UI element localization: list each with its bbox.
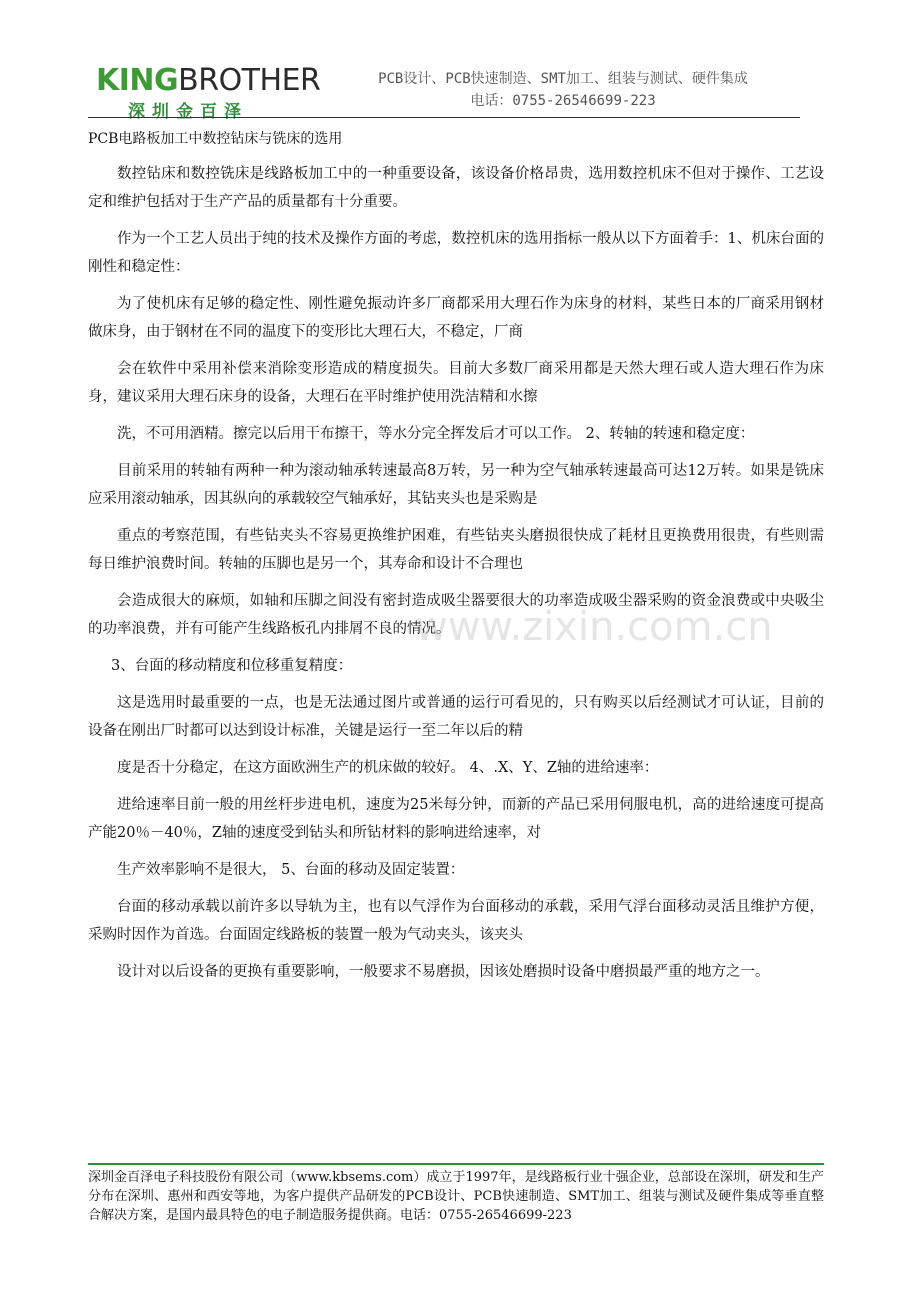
paragraph: 目前采用的转轴有两种一种为滚动轴承转速最高8万转，另一种为空气轴承转速最高可达12万转。如果是铣床应采用滚动轴承，因其纵向的承载较空气轴承好，其钻夹头也是采购是 [88, 463, 824, 507]
company-logo [96, 63, 321, 122]
document-body [88, 160, 824, 995]
document-title: PCB电路板加工中数控钻床与铣床的选用 [88, 131, 343, 147]
header-divider [88, 117, 800, 118]
paragraph: 重点的考察范围，有些钻夹头不容易更换维护困难，有些钻夹头磨损很快成了耗材且更换费用很贵，有些则需每日维护浪费时间。转轴的压脚也是另一个，其寿命和设计不合理也 [88, 528, 824, 572]
paragraph: 进给速率目前一般的用丝杆步进电机，速度为25米每分钟，而新的产品已采用伺服电机，高的进给速度可提高产能20％－40％，Z轴的速度受到钻头和所钻材料的影响进给速率，对 [88, 797, 824, 841]
slogan-phone: 电话：0755-26546699-223 [470, 93, 656, 109]
logo-wordmark [96, 63, 321, 98]
slogan-services: PCB设计、PCB快速制造、SMT加工、组装与测试、硬件集成 [378, 71, 748, 87]
footer-divider [88, 1163, 824, 1165]
paragraph: 台面的移动承载以前许多以导轨为主，也有以气浮作为台面移动的承载，采用气浮台面移动灵活且维护方便，采购时因作为首选。台面固定线路板的装置一般为气动夹头，该夹头 [88, 899, 824, 943]
paragraph: 度是否十分稳定，在这方面欧洲生产的机床做的较好。 4、.X、Y、Z轴的进给速率： [117, 760, 659, 776]
section-heading: 3、台面的移动精度和位移重复精度： [111, 658, 353, 674]
watermark: www.zixin.com.cn [415, 604, 773, 650]
page-header [88, 58, 800, 122]
paragraph: 设计对以后设备的更换有重要影响，一般要求不易磨损，因该处磨损时设备中磨损最严重的地方之一。 [117, 964, 770, 980]
page-footer: 深圳金百泽电子科技股份有限公司（www.kbsems.com）成立于1997年，是线路板行业十强企业，总部设在深圳，研发和生产分布在深圳、惠州和西安等地，为客户提供产品研发的PCB设计、PCB快速制造、SMT加工、组装与测试及硬件集成等垂直整合解决方案，是国内最具特色的电子制造服务提供商。电话：0755-26546699-223 [88, 1170, 824, 1223]
paragraph: 洗，不可用酒精。擦完以后用干布擦干，等水分完全挥发后才可以工作。 2、转轴的转速和稳定度： [117, 426, 755, 442]
paragraph: 生产效率影响不是很大， 5、台面的移动及固定装置： [117, 862, 465, 878]
paragraph: 会在软件中采用补偿来消除变形造成的精度损失。目前大多数厂商采用都是天然大理石或人造大理石作为床身，建议采用大理石床身的设备，大理石在平时维护使用洗洁精和水擦 [88, 361, 824, 405]
logo-brother: BROTHER [178, 63, 321, 98]
paragraph: 这是选用时最重要的一点，也是无法通过图片或普通的运行可看见的，只有购买以后经测试才可认证，目前的设备在刚出厂时都可以达到设计标准，关键是运行一至二年以后的精 [88, 695, 824, 739]
paragraph: 数控钻床和数控铣床是线路板加工中的一种重要设备，该设备价格昂贵，选用数控机床不但对于操作、工艺设定和维护包括对于生产产品的质量都有十分重要。 [88, 166, 824, 210]
paragraph: 作为一个工艺人员出于纯的技术及操作方面的考虑，数控机床的选用指标一般从以下方面着手：1、机床台面的刚性和稳定性： [88, 231, 824, 275]
paragraph: 为了使机床有足够的稳定性、刚性避免振动许多厂商都采用大理石作为床身的材料，某些日本的厂商采用钢材做床身，由于钢材在不同的温度下的变形比大理石大，不稳定，厂商 [88, 296, 824, 340]
logo-chinese-name: 深圳金百泽 [128, 102, 248, 122]
logo-king: KING [96, 63, 179, 98]
header-slogan [338, 68, 788, 112]
paragraph: 会造成很大的麻烦，如轴和压脚之间没有密封造成吸尘器要很大的功率造成吸尘器采购的资金浪费或中央吸尘的功率浪费，并有可能产生线路板孔内排屑不良的情况。 [88, 593, 824, 637]
